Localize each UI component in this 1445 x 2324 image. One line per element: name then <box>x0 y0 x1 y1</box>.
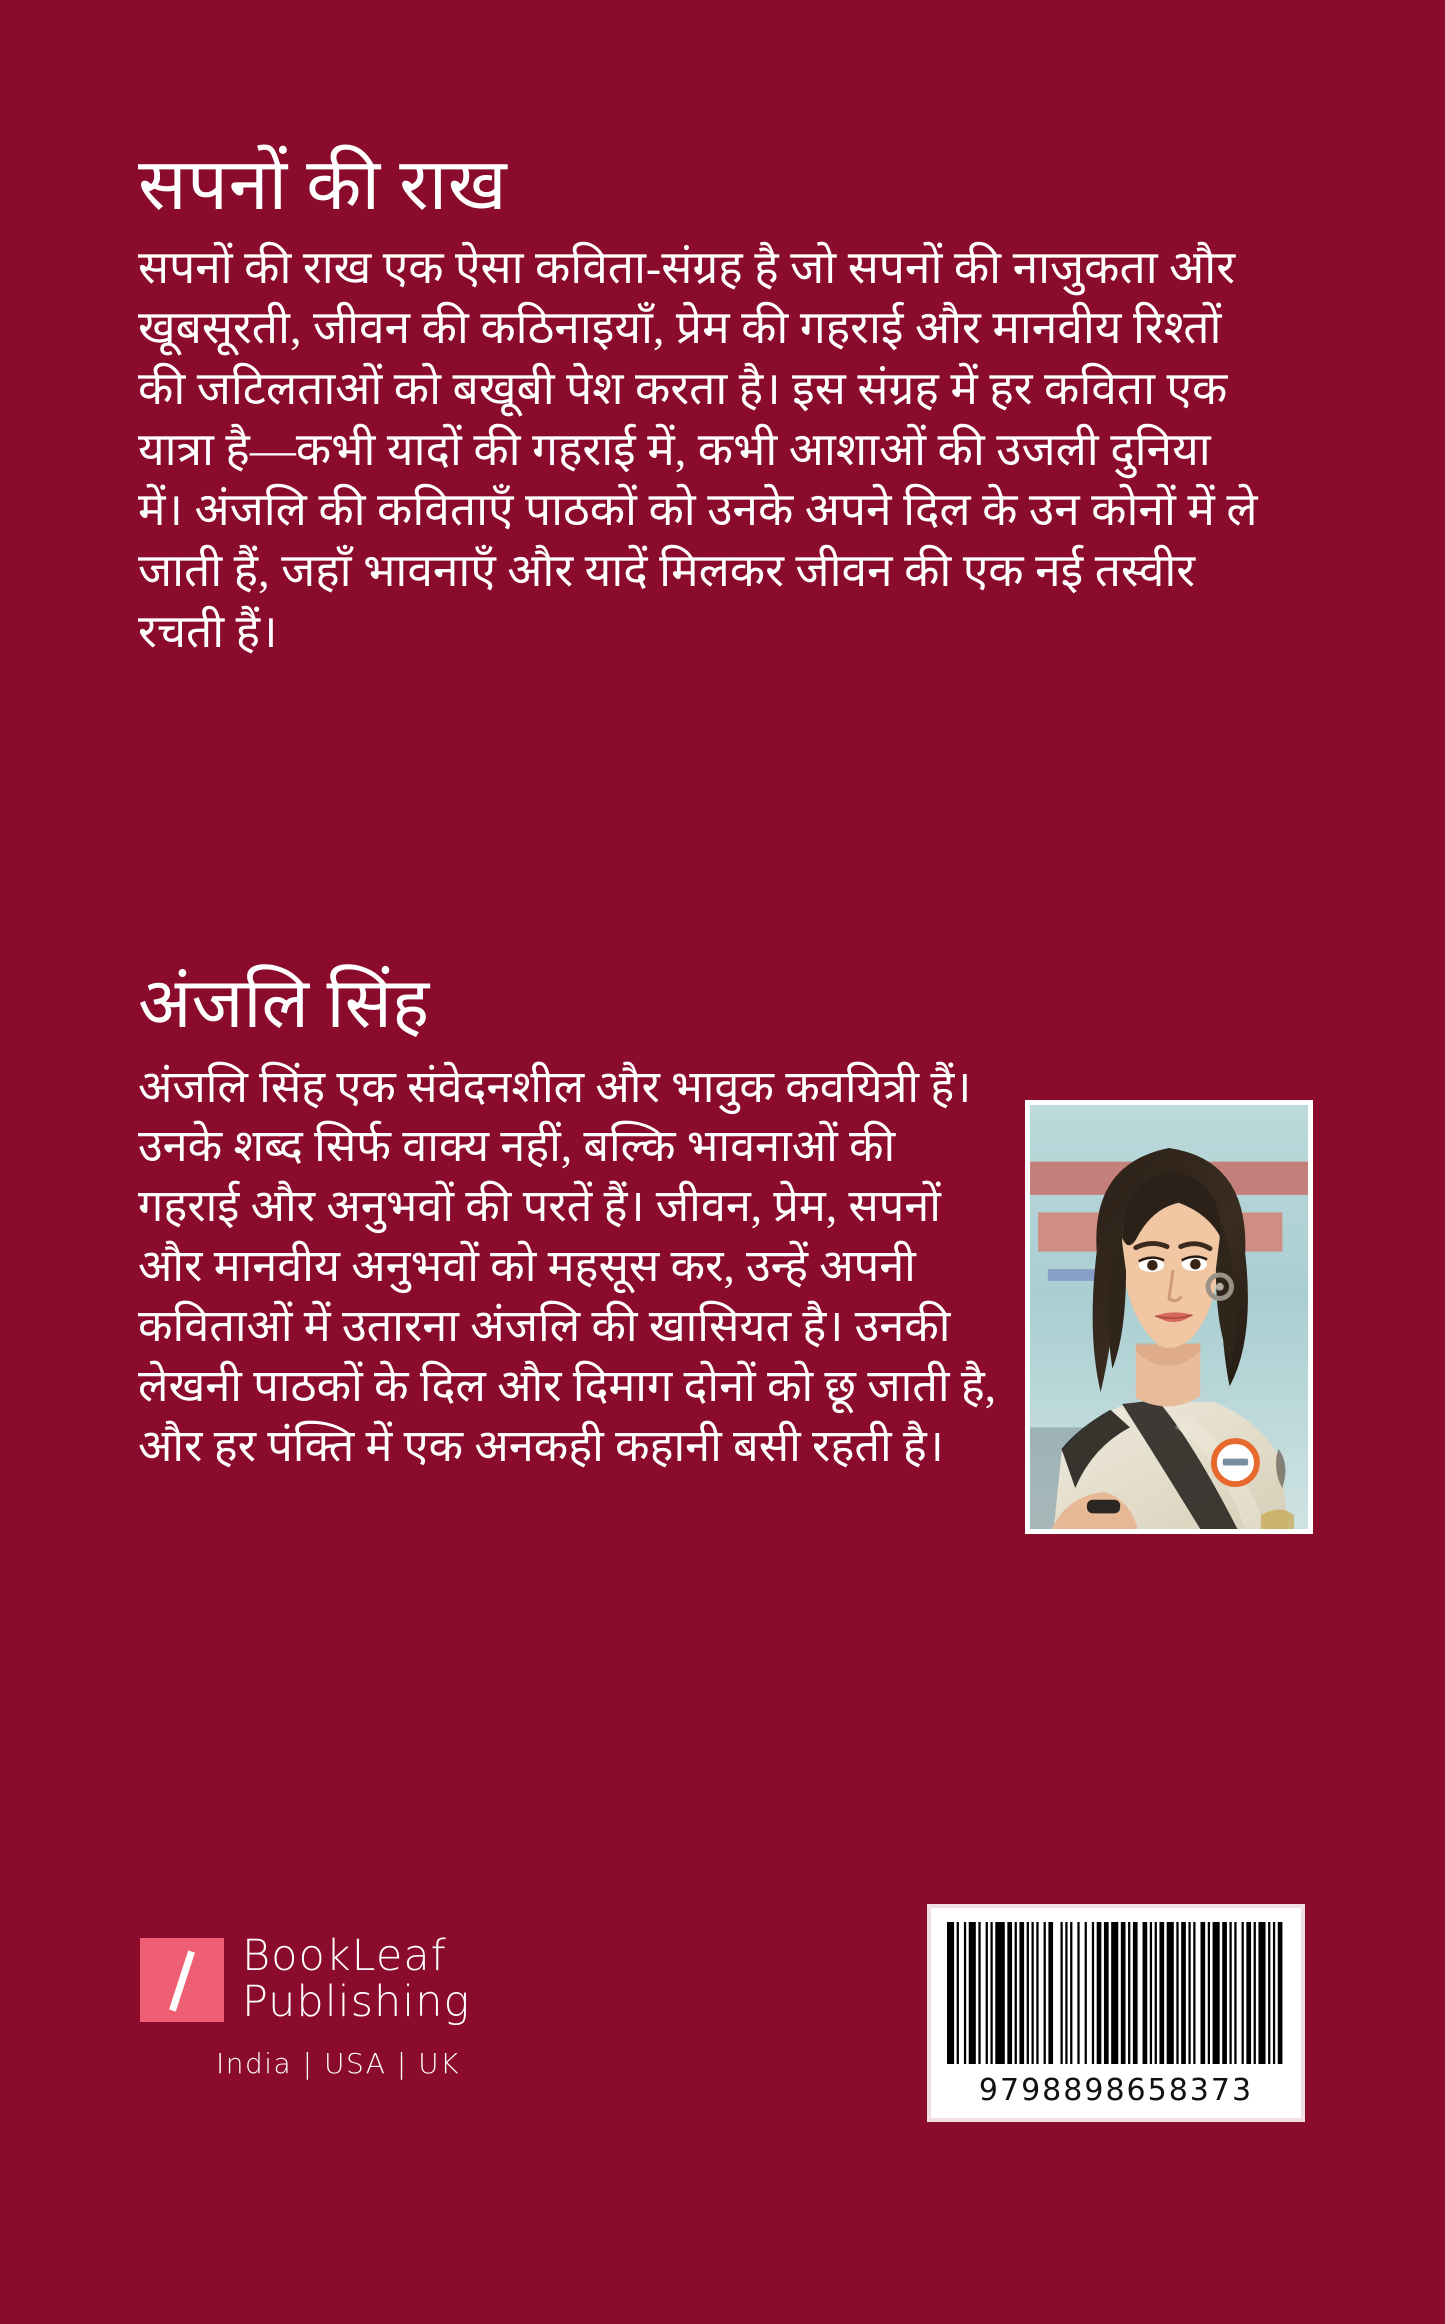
barcode <box>927 1904 1305 2122</box>
book-title: सपनों की राख <box>138 145 508 225</box>
publisher-name-line1: BookLeaf <box>242 1931 447 1981</box>
barcode-bars <box>947 1922 1285 2064</box>
book-description: सपनों की राख एक ऐसा कविता-संग्रह है जो सपनों की नाजुकता और खूबसूरती, जीवन की कठिनाइयाँ, प्रेम की गहराई और मानवीय रिश्तों की जटिलताओं को बखूबी पेश करता है। इस संग्रह में हर कविता एक यात्रा है—कभी यादों की गहराई में, कभी आशाओं की उजली दुनिया में। अंजलि की कविताएँ पाठकों को उनके अपने दिल के उन कोनों में ले जाती हैं, जहाँ भावनाएँ और यादें मिलकर जीवन की एक नई तस्वीर रचती हैं। <box>138 241 1258 657</box>
publisher-name <box>242 1931 471 2027</box>
publisher-regions: India | USA | UK <box>216 2047 460 2081</box>
author-block <box>138 968 1313 1544</box>
publisher-logo-row <box>140 1931 560 2027</box>
footer <box>0 1904 1445 2324</box>
author-bio: अंजलि सिंह एक संवेदनशील और भावुक कवयित्री हैं। उनके शब्द सिर्फ वाक्य नहीं, बल्कि भावनाओं की गहराई और अनुभवों की परतें हैं। जीवन, प्रेम, सपनों और मानवीय अनुभवों को महसूस कर, उन्हें अपनी कविताओं में उतारना अंजलि की खासियत है। उनकी लेखनी पाठकों के दिल और दिमाग दोनों को छू जाती है, और हर पंक्ति में एक अनकही कहानी बसी रहती है। <box>138 1061 996 1471</box>
publisher-name-line2: Publishing <box>242 1976 471 2027</box>
author-portrait-icon <box>1030 1105 1308 1529</box>
slash-stroke <box>169 1950 195 2011</box>
slash-logo-icon <box>140 1938 224 2022</box>
publisher-logo <box>140 1931 560 2081</box>
author-name: अंजलि सिंह <box>138 966 430 1043</box>
author-photo-inner <box>1030 1105 1308 1529</box>
author-photo <box>1025 1100 1313 1534</box>
title-block <box>138 145 1308 663</box>
barcode-isbn: 9798898658373 <box>978 2073 1254 2108</box>
